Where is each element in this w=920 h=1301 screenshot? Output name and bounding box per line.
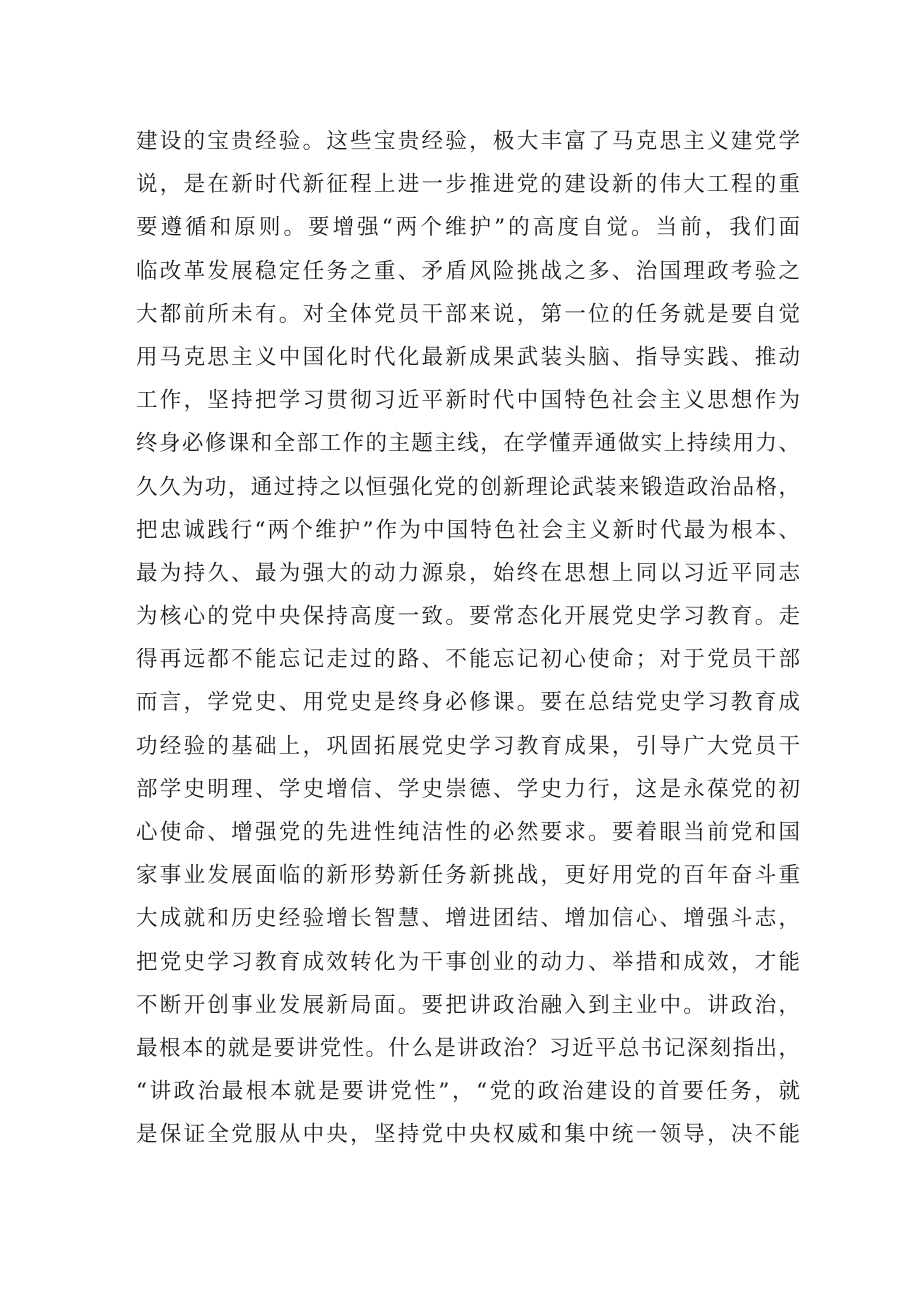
body-text [136,120,800,1157]
text-line: 不断开创事业发展新局面。要把讲政治融入到主业中。讲政治， [136,992,800,1018]
text-line: 工作，坚持把学习贯彻习近平新时代中国特色社会主义思想作为 [136,388,800,414]
text-line: 终身必修课和全部工作的主题主线，在学懂弄通做实上持续用力、 [136,431,800,457]
text-line: 临改革发展稳定任务之重、矛盾风险挑战之多、治国理政考验之 [136,258,800,284]
text-line: 大成就和历史经验增长智慧、增进团结、增加信心、增强斗志， [136,906,800,932]
text-line: 部学史明理、学史增信、学史崇德、学史力行，这是永葆党的初 [136,776,800,802]
text-line: 家事业发展面临的新形势新任务新挑战，更好用党的百年奋斗重 [136,863,800,889]
text-line: 功经验的基础上，巩固拓展党史学习教育成果，引导广大党员干 [136,733,800,759]
text-line: 为核心的党中央保持高度一致。要常态化开展党史学习教育。走 [136,604,800,630]
text-line: 把忠诚践行“两个维护”作为中国特色社会主义新时代最为根本、 [136,517,800,543]
text-line: 把党史学习教育成效转化为干事创业的动力、举措和成效，才能 [136,949,800,975]
text-line: 要遵循和原则。要增强“两个维护”的高度自觉。当前，我们面 [136,215,800,241]
text-line: 建设的宝贵经验。这些宝贵经验，极大丰富了马克思主义建党学 [136,129,800,154]
text-line: 最根本的就是要讲党性。什么是讲政治？习近平总书记深刻指出， [136,1035,800,1061]
text-line: 得再远都不能忘记走过的路、不能忘记初心使命；对于党员干部 [136,647,800,673]
text-line: 而言，学党史、用党史是终身必修课。要在总结党史学习教育成 [136,690,800,716]
text-line: “讲政治最根本就是要讲党性”，“党的政治建设的首要任务，就 [136,1079,800,1105]
text-line: 最为持久、最为强大的动力源泉，始终在思想上同以习近平同志 [136,560,800,586]
text-line: 久久为功，通过持之以恒强化党的创新理论武装来锻造政治品格， [136,474,800,500]
text-line: 说，是在新时代新征程上进一步推进党的建设新的伟大工程的重 [136,172,800,198]
text-line: 用马克思主义中国化时代化最新成果武装头脑、指导实践、推动 [136,344,800,370]
text-line: 大都前所未有。对全体党员干部来说，第一位的任务就是要自觉 [136,301,800,327]
text-line: 心使命、增强党的先进性纯洁性的必然要求。要着眼当前党和国 [136,820,800,845]
text-line: 是保证全党服从中央，坚持党中央权威和集中统一领导，决不能 [136,1122,800,1148]
